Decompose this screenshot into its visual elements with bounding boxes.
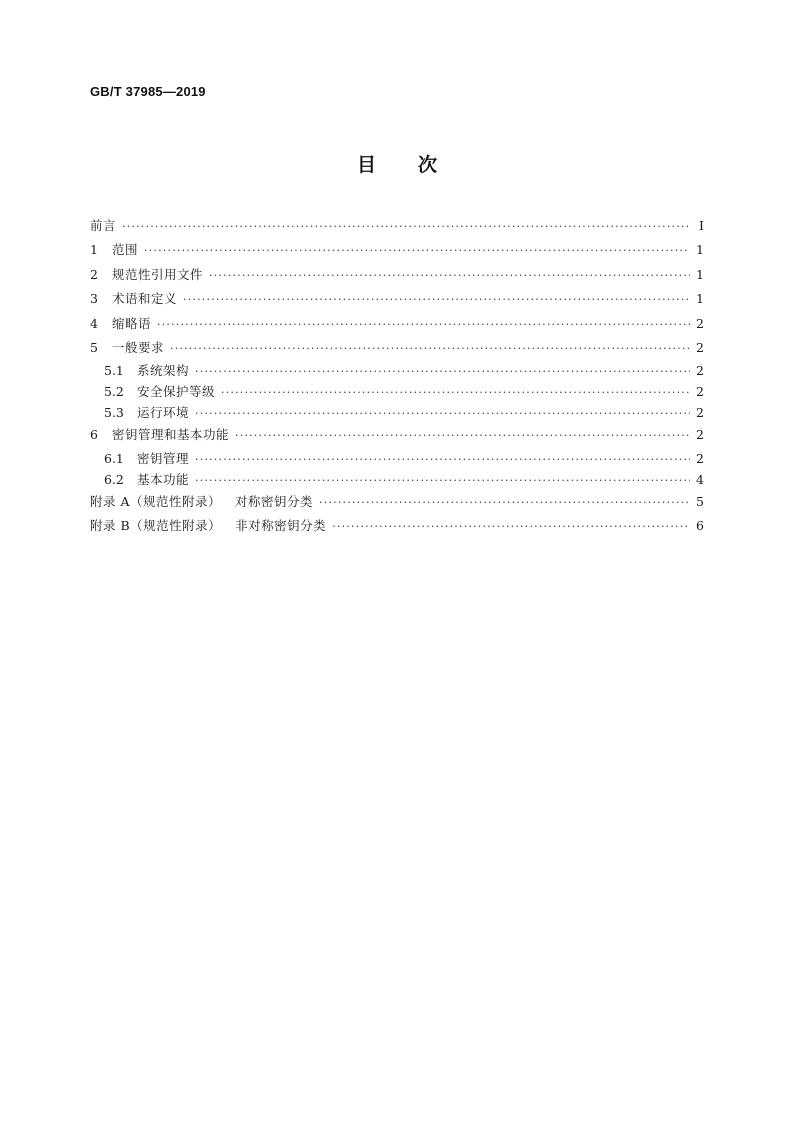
toc-page-number: 1	[696, 266, 704, 282]
toc-leader-dots	[157, 313, 690, 337]
toc-leader-dots	[122, 215, 690, 239]
toc-appendix-title: 对称密钥分类	[235, 493, 314, 509]
toc-page-number: 2	[696, 427, 704, 443]
toc-appendix-title: 非对称密钥分类	[235, 518, 327, 534]
toc-section-number: 5.3	[104, 405, 124, 421]
toc-page-number: 1	[696, 291, 704, 307]
toc-page-number: 2	[696, 384, 704, 400]
toc-page-number: 1	[696, 242, 704, 258]
toc-leader-dots	[332, 515, 690, 539]
toc-section-number: 2	[90, 266, 98, 282]
table-of-contents	[90, 214, 704, 539]
toc-entry-5-2[interactable]	[90, 381, 704, 402]
toc-page-number: 2	[696, 450, 704, 466]
toc-leader-dots	[170, 337, 690, 361]
toc-page-number: I	[699, 218, 704, 233]
toc-leader-dots	[195, 361, 690, 382]
toc-section-number: 6.1	[104, 450, 124, 466]
toc-section-number: 6	[90, 427, 98, 443]
toc-page-number: 5	[696, 493, 704, 509]
toc-leader-dots	[183, 288, 690, 312]
toc-entry-appendix-a[interactable]	[90, 490, 704, 514]
page-title: 目次	[356, 154, 479, 176]
toc-entry-2[interactable]	[90, 263, 704, 287]
toc-entry-5-3[interactable]	[90, 402, 704, 423]
toc-section-number: 5.1	[104, 363, 124, 379]
toc-entry-foreword[interactable]	[90, 214, 704, 238]
toc-label: 范围	[112, 242, 139, 258]
toc-label: 密钥管理	[137, 450, 190, 466]
toc-leader-dots	[195, 470, 690, 491]
toc-leader-dots	[195, 403, 690, 424]
toc-page-number: 2	[696, 315, 704, 331]
toc-entry-5-1[interactable]	[90, 360, 704, 381]
toc-label: 附录 A（规范性附录）	[90, 493, 222, 509]
toc-leader-dots	[221, 382, 690, 403]
standard-number: GB/T 37985—2019	[90, 84, 206, 99]
toc-section-number: 6.2	[104, 471, 124, 487]
toc-entry-3[interactable]	[90, 287, 704, 311]
toc-section-number: 5	[90, 339, 98, 355]
toc-page-number: 2	[696, 405, 704, 421]
toc-entry-6-1[interactable]	[90, 448, 704, 469]
toc-entry-6-2[interactable]	[90, 469, 704, 490]
toc-entry-appendix-b[interactable]	[90, 514, 704, 538]
toc-label: 前言	[90, 218, 117, 233]
toc-label: 系统架构	[137, 363, 190, 379]
toc-leader-dots	[235, 424, 690, 448]
toc-leader-dots	[319, 491, 690, 515]
toc-entry-4[interactable]	[90, 312, 704, 336]
toc-label: 一般要求	[112, 339, 165, 355]
toc-section-number: 1	[90, 242, 98, 258]
toc-page-number: 4	[696, 471, 704, 487]
toc-entry-6[interactable]	[90, 423, 704, 447]
toc-label: 安全保护等级	[137, 384, 216, 400]
toc-label: 缩略语	[112, 315, 152, 331]
toc-leader-dots	[144, 239, 690, 263]
toc-label: 附录 B（规范性附录）	[90, 518, 222, 534]
toc-section-number: 5.2	[104, 384, 124, 400]
toc-entry-5[interactable]	[90, 336, 704, 360]
toc-label: 运行环境	[137, 405, 190, 421]
toc-entry-1[interactable]	[90, 238, 704, 262]
toc-label: 规范性引用文件	[112, 266, 204, 282]
toc-section-number: 3	[90, 291, 98, 307]
toc-leader-dots	[195, 449, 690, 470]
toc-label: 基本功能	[137, 471, 190, 487]
toc-label: 术语和定义	[112, 291, 178, 307]
toc-page-number: 2	[696, 363, 704, 379]
toc-section-number: 4	[90, 315, 98, 331]
toc-leader-dots	[209, 264, 690, 288]
toc-page-number: 6	[696, 518, 704, 534]
toc-page-number: 2	[696, 339, 704, 355]
toc-label: 密钥管理和基本功能	[112, 427, 230, 443]
